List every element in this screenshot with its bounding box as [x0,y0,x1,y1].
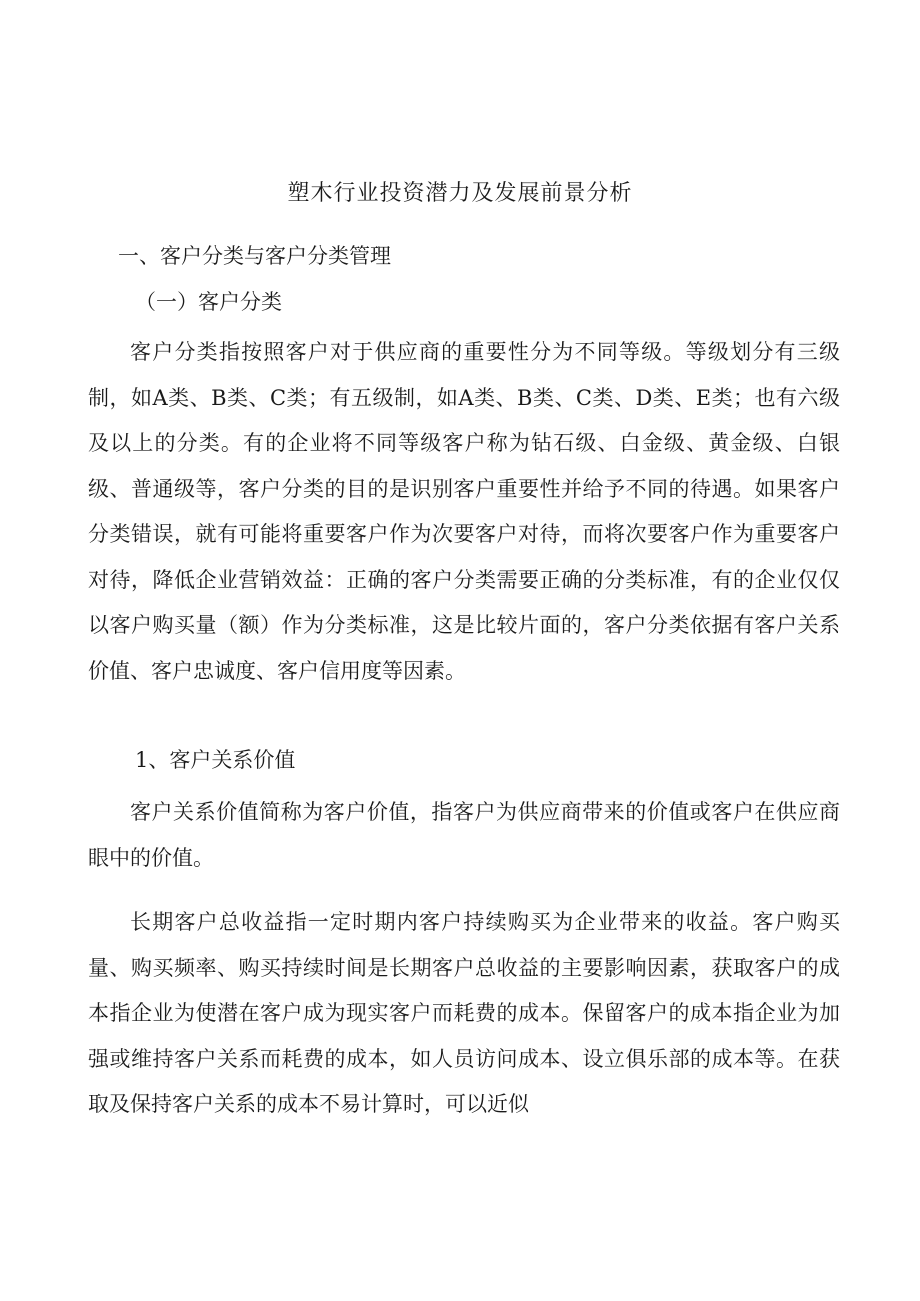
item-heading: 1、客户关系价值 [135,748,296,772]
paragraph-customer-value: 客户关系价值简称为客户价值，指客户为供应商带来的价值或客户在供应商眼中的价值。 [88,800,840,870]
paragraph-long-term-revenue: 长期客户总收益指一定时期内客户持续购买为企业带来的收益。客户购买量、购买频率、购买持续时间是长期客户总收益的主要影响因素，获取客户的成本指企业为使潜在客户成为现实客户而耗费的成本。保留客户的成本指企业为加强或维持客户关系而耗费的成本，如人员访问成本、设立俱乐部的成本等。在获取及保持客户关系的成本不易计算时，可以近似 [88,910,840,1116]
subsection-heading: （一）客户分类 [135,290,282,314]
paragraph-customer-classification: 客户分类指按照客户对于供应商的重要性分为不同等级。等级划分有三级制，如A类、B类、C类；有五级制，如A类、B类、C类、D类、E类；也有六级及以上的分类。有的企业将不同等级客户称为钻石级、白金级、黄金级、白银级、普通级等，客户分类的目的是识别客户重要性并给予不同的待遇。如果客户分类错误，就有可能将重要客户作为次要客户对待，而将次要客户作为重要客户对待，降低企业营销效益：正确的客户分类需要正确的分类标准，有的企业仅仅以客户购买量（额）作为分类标准，这是比较片面的，客户分类依据有客户关系价值、客户忠诚度、客户信用度等因素。 [88,340,840,683]
document-title: 塑木行业投资潜力及发展前景分析 [287,181,633,206]
section-heading: 一、客户分类与客户分类管理 [118,244,391,268]
